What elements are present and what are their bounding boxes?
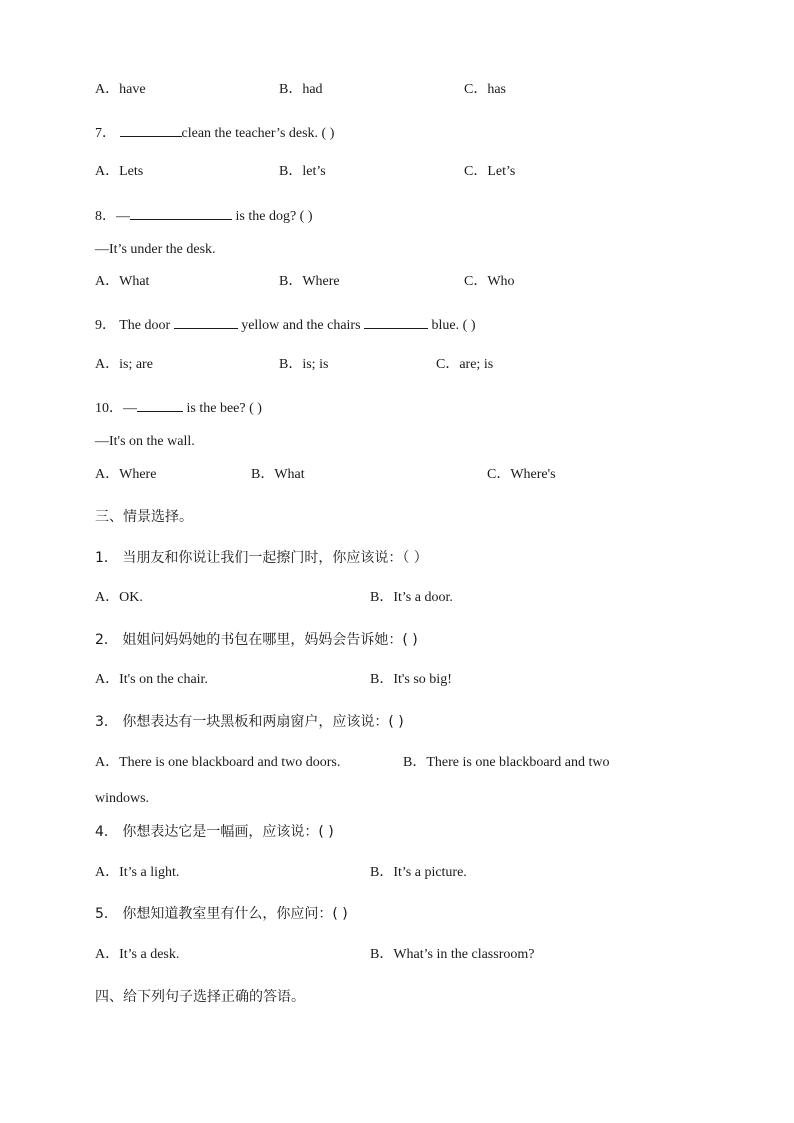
q9-number: 9． The door bbox=[95, 318, 174, 333]
s3-q5-option-b: B．What’s in the classroom? bbox=[370, 947, 535, 962]
q7-option-a: A．Lets bbox=[95, 164, 144, 179]
q8-text: is the dog? ( ) bbox=[232, 209, 313, 224]
q9-blank-2 bbox=[364, 314, 428, 329]
q8-stem bbox=[95, 205, 312, 226]
q10-stem bbox=[95, 397, 262, 418]
s3-q3: 3． 你想表达有一块黑板和两扇窗户，应该说：( ) bbox=[95, 714, 404, 730]
q8-answer: —It’s under the desk. bbox=[95, 242, 216, 257]
q9-blank-1 bbox=[174, 314, 238, 329]
s3-q1: 1． 当朋友和你说让我们一起擦门时，你应该说：（ ） bbox=[95, 550, 428, 566]
q9-option-b: B．is; is bbox=[279, 357, 329, 372]
section4-title: 四、给下列句子选择正确的答语。 bbox=[95, 989, 305, 1005]
q8-blank bbox=[130, 205, 232, 220]
q7-option-b: B．let’s bbox=[279, 164, 326, 179]
section3-title: 三、情景选择。 bbox=[95, 509, 193, 525]
q10-blank bbox=[137, 397, 183, 412]
q8-number: 8．— bbox=[95, 209, 130, 224]
q9-option-c: C．are; is bbox=[436, 357, 494, 372]
s3-q5-option-a: A．It’s a desk. bbox=[95, 947, 180, 962]
s3-q5: 5． 你想知道教室里有什么，你应问：( ) bbox=[95, 906, 348, 922]
q7-number: 7． bbox=[95, 126, 116, 141]
s3-q2-option-a: A．It's on the chair. bbox=[95, 672, 208, 687]
s3-q4-option-a: A．It’s a light. bbox=[95, 865, 180, 880]
q9-stem bbox=[95, 314, 475, 335]
s3-q3-option-b: B．There is one blackboard and two bbox=[403, 755, 610, 770]
q7-stem bbox=[95, 122, 334, 143]
s3-q1-option-b: B．It’s a door. bbox=[370, 590, 453, 605]
q6-option-b: B．had bbox=[279, 82, 323, 97]
q10-text: is the bee? ( ) bbox=[183, 401, 262, 416]
q8-option-c: C．Who bbox=[464, 274, 515, 289]
q10-option-c: C．Where's bbox=[487, 467, 556, 482]
q6-option-c: C．has bbox=[464, 82, 506, 97]
q7-option-c: C．Let’s bbox=[464, 164, 516, 179]
s3-q2-option-b: B．It's so big! bbox=[370, 672, 452, 687]
s3-q1-option-a: A．OK. bbox=[95, 590, 143, 605]
s3-q3-option-b-continued: windows. bbox=[95, 791, 150, 806]
q7-blank bbox=[120, 122, 182, 137]
q9-option-a: A．is; are bbox=[95, 357, 153, 372]
q10-number: 10．— bbox=[95, 401, 137, 416]
q6-option-a: A．have bbox=[95, 82, 146, 97]
q8-option-a: A．What bbox=[95, 274, 150, 289]
s3-q4-option-b: B．It’s a picture. bbox=[370, 865, 467, 880]
q9-end: blue. ( ) bbox=[428, 318, 476, 333]
q9-middle: yellow and the chairs bbox=[237, 318, 365, 333]
q8-option-b: B．Where bbox=[279, 274, 340, 289]
q10-option-b: B．What bbox=[251, 467, 305, 482]
s3-q4: 4． 你想表达它是一幅画，应该说：( ) bbox=[95, 824, 334, 840]
q7-text: clean the teacher’s desk. ( ) bbox=[181, 126, 335, 141]
s3-q3-option-a: A．There is one blackboard and two doors. bbox=[95, 755, 341, 770]
q10-answer: —It's on the wall. bbox=[95, 434, 195, 449]
s3-q2: 2． 姐姐问妈妈她的书包在哪里，妈妈会告诉她：( ) bbox=[95, 632, 418, 648]
q10-option-a: A．Where bbox=[95, 467, 157, 482]
